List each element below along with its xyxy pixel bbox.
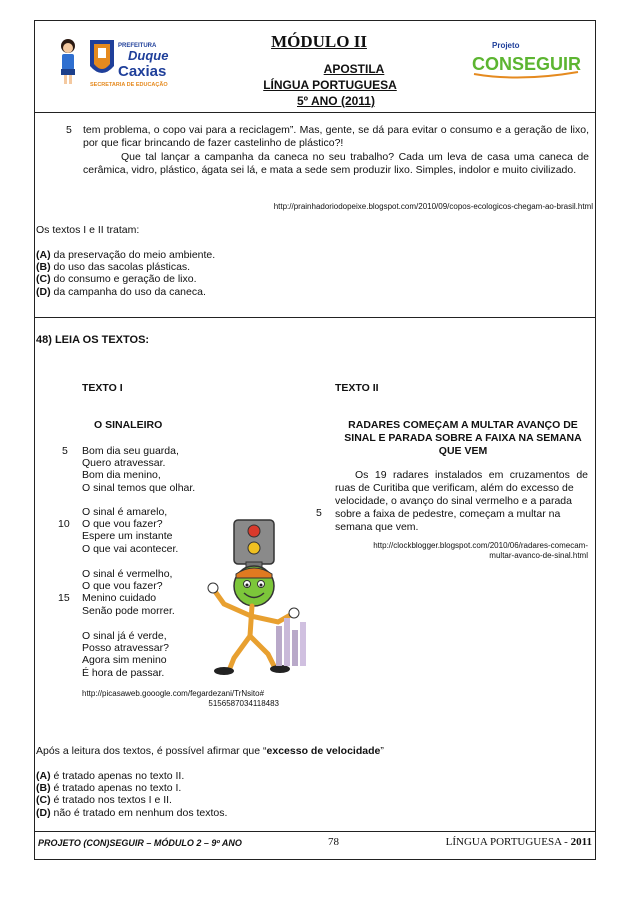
option-text: do consumo e geração de lixo. (50, 273, 197, 286)
q48-stem-before: Após a leitura dos textos, é possível afirmar que “ (36, 745, 267, 757)
prev-text-source: http://prainhadoriodopeixe.blogspot.com/2010/09/copos-ecologicos-chegam-ao-brasil.html (273, 202, 593, 211)
q47-stem: Os textos I e II tratam: (36, 224, 140, 236)
news-line: velocidade, o avanço do sinal vermelho e a parada (335, 495, 572, 507)
q48-stem-bold: excesso de velocidade (266, 745, 381, 757)
option-text: da preservação do meio ambiente. (50, 249, 216, 261)
poem-stanza (82, 568, 175, 617)
poem-line-number: 15 (58, 592, 70, 604)
option-text: da campanha do uso da caneca. (50, 285, 206, 298)
poem-verse: Senão pode morrer. (82, 604, 175, 617)
apostila-title: APOSTILA (323, 62, 385, 76)
poem-verse: Quero atravessar. (82, 457, 166, 470)
module-title: MÓDULO II (271, 32, 367, 51)
footer-year: 2011 (570, 836, 592, 848)
logo-prefeitura-text: PREFEITURA (118, 43, 157, 49)
option-text: é tratado apenas no texto I. (50, 782, 182, 795)
q48-stem (36, 745, 384, 758)
poem-title: O SINALEIRO (94, 419, 163, 431)
q47-option-b[interactable] (36, 261, 215, 273)
news-source-line: multar-avanco-de-sinal.html (489, 551, 588, 560)
poem-verse: Bom dia seu guarda, (82, 445, 179, 457)
text2-label: TEXTO II (335, 382, 379, 394)
option-letter: (D) (36, 806, 51, 819)
option-text: do uso das sacolas plásticas. (50, 261, 191, 274)
text1-label: TEXTO I (82, 382, 123, 394)
option-letter: (C) (36, 794, 51, 807)
poem-verse: Agora sim menino (82, 654, 167, 667)
poem-verse: O que vou fazer? (82, 580, 163, 593)
poem-verse: É hora de passar. (82, 666, 165, 679)
prev-text-para2: Que tal lançar a campanha da caneca no seu trabalho? Cada um leva de casa uma caneca de cerâmica, vidro, plástico, ágata sei lá, e mata a sede sem produzir lixo. Simples, indolor e muito civilizado. (83, 151, 589, 177)
footer-right (420, 836, 592, 848)
news-line: Os 19 radares instalados em cruzamentos de (355, 469, 588, 481)
news-line-number: 5 (316, 507, 322, 519)
q48-option-c[interactable] (36, 794, 227, 806)
news-line: ruas de Curitiba que verificam, além do excesso de (335, 482, 574, 494)
footer-divider (34, 831, 596, 832)
poem-stanza (82, 506, 178, 555)
news-line: sobre a faixa de pedestre, começam a multar na (335, 508, 561, 520)
option-letter: (B) (36, 261, 51, 274)
option-letter: (A) (36, 770, 51, 782)
q47-option-c[interactable] (36, 273, 215, 285)
logo-duque-text: Duque (128, 48, 169, 63)
poem-line-number: 5 (62, 445, 68, 457)
subject-title: LÍNGUA PORTUGUESA (263, 78, 397, 92)
option-letter: (C) (36, 273, 51, 286)
option-letter: (A) (36, 249, 51, 261)
prev-text-para1: tem problema, o copo vai para a reciclagem”. Mas, gente, se dá para evitar o consumo e a geração de lixo, por que ficar brincando de fazer castelinho de plástico?! (83, 124, 589, 150)
news-line: semana que vem. (335, 521, 419, 533)
footer-left: PROJETO (CON)SEGUIR – MÓDULO 2 – 9º ANO (38, 838, 242, 848)
poem-stanza (82, 445, 195, 494)
line-number: 5 (66, 124, 72, 136)
poem-verse: O que vai acontecer. (82, 542, 179, 555)
footer-separator: - (561, 836, 571, 848)
option-text: é tratado apenas no texto II. (50, 770, 185, 782)
q47-option-a[interactable] (36, 249, 215, 261)
poem-verse: Bom dia menino, (82, 469, 161, 482)
poem-verse: O sinal é vermelho, (82, 568, 173, 580)
option-letter: (D) (36, 285, 51, 298)
logo-caxias-text: Caxias (118, 63, 167, 80)
poem-verse: Menino cuidado (82, 592, 157, 605)
grade-title: 5º ANO (2011) (297, 94, 375, 108)
q48-option-a[interactable] (36, 770, 227, 782)
q48-option-b[interactable] (36, 782, 227, 794)
poem-verse: O sinal já é verde, (82, 630, 167, 642)
q47-option-d[interactable] (36, 286, 215, 298)
q47-options (36, 249, 215, 298)
poem-verse: O sinal é amarelo, (82, 506, 168, 518)
poem-stanza (82, 630, 169, 679)
poem-verse: O que vou fazer? (82, 518, 163, 531)
poem-verse: Posso atravessar? (82, 642, 169, 655)
traffic-light-illustration (204, 518, 312, 678)
news-source-line: http://clockblogger.blogspot.com/2010/06/radares-comecam- (373, 541, 588, 550)
logo-projeto-text: Projeto (492, 41, 520, 50)
q48-option-d[interactable] (36, 807, 227, 819)
q48-heading: 48) LEIA OS TEXTOS: (36, 334, 150, 346)
logo-conseguir-text: CONSEGUIR (472, 54, 582, 74)
poem-line-number: 10 (58, 518, 70, 530)
header-divider (34, 112, 596, 113)
option-letter: (B) (36, 782, 51, 795)
projeto-conseguir-logo (470, 38, 582, 82)
news-title-line: SINAL E PARADA SOBRE A FAIXA NA SEMANA (344, 432, 582, 444)
logo-secretaria-text: SECRETARIA DE EDUCAÇÃO (90, 82, 168, 88)
page-number: 78 (328, 836, 339, 848)
news-title-line: QUE VEM (438, 445, 488, 457)
question-divider (34, 317, 596, 318)
poem-source-line2: 5156587034118483 (208, 699, 279, 708)
option-text: é tratado nos textos I e II. (50, 794, 172, 807)
news-title-line: RADARES COMEÇAM A MULTAR AVANÇO DE (348, 419, 578, 431)
news-source (320, 541, 588, 561)
poem-verse: Espere um instante (82, 530, 173, 543)
news-body (335, 469, 588, 534)
news-title (330, 419, 596, 458)
footer-subject: LÍNGUA PORTUGUESA (445, 836, 562, 848)
option-text: não é tratado em nenhum dos textos. (50, 806, 228, 819)
q48-options (36, 770, 227, 819)
poem-source-line1: http://picasaweb.gooogle.com/fegardezani/TrNsito# (82, 689, 265, 698)
q48-stem-after: ” (380, 745, 384, 757)
poem-verse: O sinal temos que olhar. (82, 481, 196, 494)
